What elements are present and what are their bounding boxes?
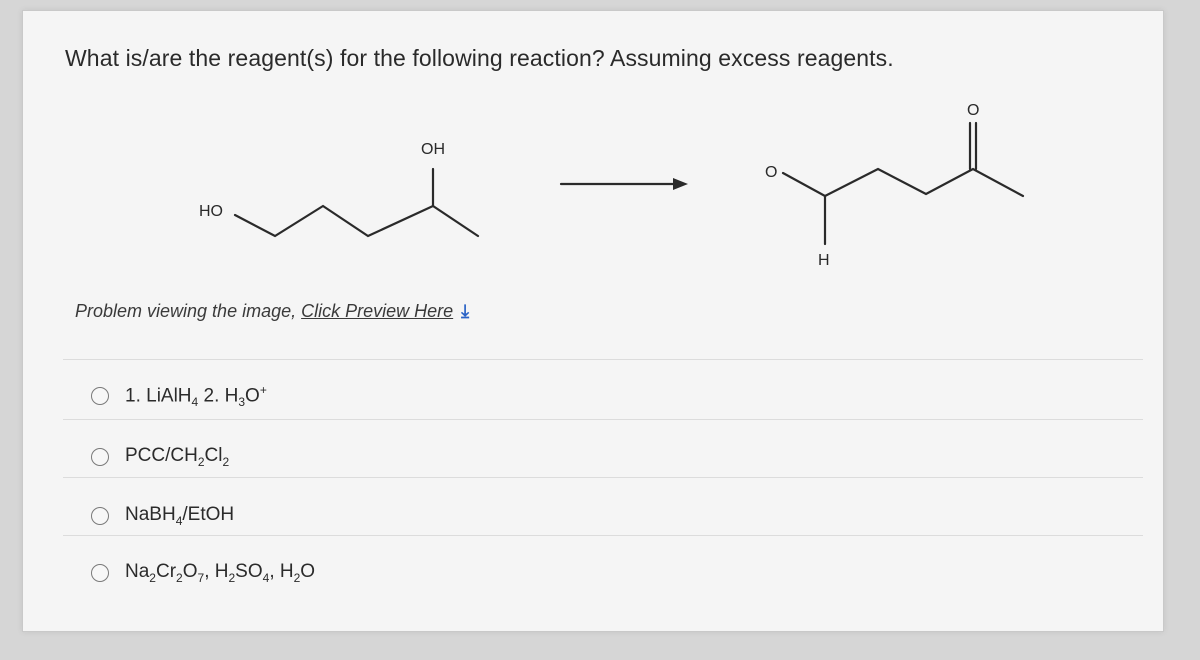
oh-label: OH — [421, 141, 445, 158]
download-arrow-icon[interactable]: ⤓ — [461, 301, 470, 321]
option-1[interactable] — [91, 381, 267, 411]
preview-link[interactable]: Click Preview Here — [301, 301, 454, 321]
preview-notice-text: Problem viewing the image, — [75, 301, 302, 321]
divider — [63, 419, 1143, 420]
option-label: PCC/$CH_2Cl_2$ — [125, 445, 230, 469]
option-label: NaBH$_4$/EtOH — [125, 504, 235, 528]
question-card — [22, 10, 1164, 632]
option-label: $Na_2Cr_2O_7$, $H_2SO_4$, $H_2O$ — [125, 561, 316, 585]
option-3[interactable] — [91, 501, 234, 531]
question-text: What is/are the reagent(s) for the following reaction? Assuming excess reagents. — [65, 45, 894, 71]
radio-button[interactable] — [91, 448, 109, 466]
divider — [63, 535, 1143, 536]
product-skeleton — [783, 169, 1023, 196]
option-2[interactable] — [91, 442, 229, 472]
radio-button[interactable] — [91, 507, 109, 525]
aldehyde-h-label: H — [818, 252, 830, 269]
carbonyl-o-label: O — [967, 102, 980, 119]
radio-button[interactable] — [91, 387, 109, 405]
option-4[interactable] — [91, 558, 315, 588]
reactant-skeleton — [235, 206, 478, 236]
aldehyde-o-label: O — [765, 164, 778, 181]
reaction-arrow-head — [673, 178, 688, 190]
reaction-scheme — [23, 11, 1163, 311]
preview-notice — [75, 301, 469, 322]
ho-label: HO — [199, 203, 223, 220]
option-label: 1. LiAlH$_4$ 2. $H_3O^+$ — [125, 382, 267, 410]
divider — [63, 359, 1143, 360]
radio-button[interactable] — [91, 564, 109, 582]
divider — [63, 477, 1143, 478]
